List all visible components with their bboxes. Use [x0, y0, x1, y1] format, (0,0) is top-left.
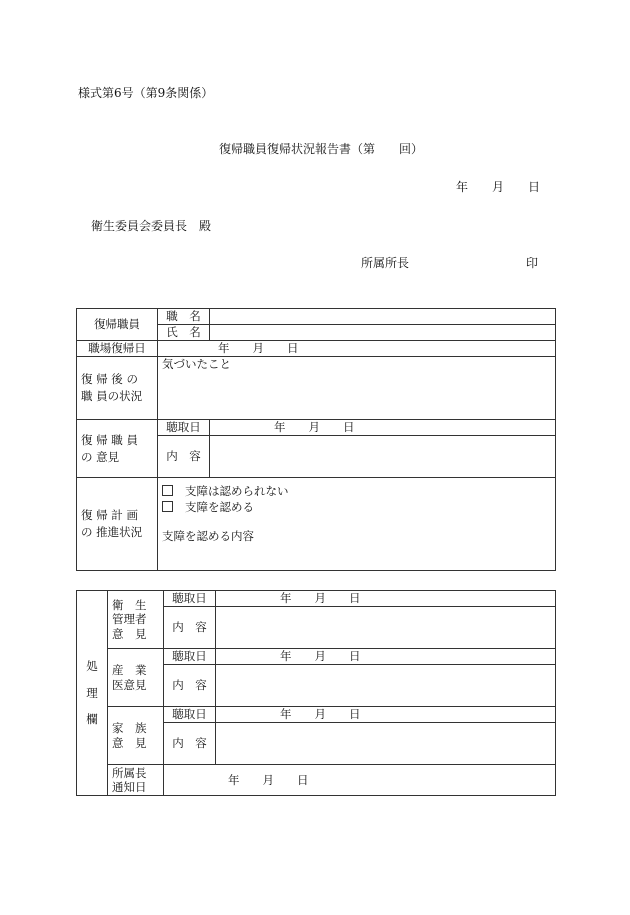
family-hearing-ymd: 年 月 日	[280, 707, 361, 722]
notice-date-field[interactable]	[164, 765, 556, 796]
health-mgr-content-field[interactable]	[216, 607, 556, 649]
opinion-content-field[interactable]	[210, 436, 556, 478]
health-mgr-line-2: 管理者	[112, 612, 147, 627]
addressee: 衛生委員会委員長 殿	[91, 219, 212, 233]
opinion-hearing-date-field[interactable]	[210, 420, 556, 436]
doctor-content-label: 内 容	[164, 665, 216, 707]
position-field[interactable]	[210, 309, 556, 325]
return-date-label: 職場復帰日	[77, 341, 158, 357]
health-mgr-line-1: 衛 生	[112, 597, 147, 612]
processing-char-1: 処	[86, 659, 98, 674]
doctor-line-1: 産 業	[112, 662, 147, 677]
family-line-2: 意 見	[112, 735, 147, 750]
health-mgr-hearing-field[interactable]	[216, 591, 556, 607]
opinion-hearing-ymd: 年 月 日	[274, 420, 355, 435]
doctor-hearing-ymd: 年 月 日	[280, 649, 361, 664]
processing-table	[76, 590, 556, 796]
name-field[interactable]	[210, 325, 556, 341]
health-mgr-hearing-label: 聴取日	[164, 591, 216, 607]
sender-label: 所属所長	[361, 256, 410, 270]
option-issue[interactable]	[162, 500, 551, 516]
document-title: 復帰職員復帰状況報告書（第 回）	[219, 142, 424, 156]
noticed-label: 気づいたこと	[162, 357, 231, 371]
issue-detail-label: 支障を認める内容	[162, 529, 254, 544]
option-no-issue-label: 支障は認められない	[185, 484, 289, 498]
doctor-line-2: 医意見	[112, 677, 147, 692]
option-issue-label: 支障を認める	[185, 499, 254, 514]
family-content-field[interactable]	[216, 723, 556, 765]
health-mgr-label	[108, 591, 164, 649]
notice-line-2: 通知日	[112, 780, 147, 794]
report-date: 年 月 日	[456, 180, 541, 194]
health-mgr-content-label: 内 容	[164, 607, 216, 649]
notice-label	[108, 765, 164, 796]
processing-char-3: 欄	[86, 712, 98, 727]
position-label: 職 名	[158, 309, 210, 325]
family-content-label: 内 容	[164, 723, 216, 765]
doctor-hearing-field[interactable]	[216, 649, 556, 665]
opinion-content-label: 内 容	[158, 436, 210, 478]
form-number: 様式第6号（第9条関係）	[78, 86, 214, 100]
doctor-content-field[interactable]	[216, 665, 556, 707]
notice-date-ymd: 年 月 日	[228, 772, 309, 787]
opinion-label: 復 帰 職 員 の 意見	[77, 420, 158, 478]
processing-char-2: 理	[86, 685, 98, 700]
return-date-ymd: 年 月 日	[218, 341, 299, 356]
family-hearing-label: 聴取日	[164, 707, 216, 723]
plan-label: 復 帰 計 画 の 推進状況	[77, 478, 158, 571]
health-mgr-line-3: 意 見	[112, 626, 147, 641]
processing-label	[77, 591, 108, 796]
status-after-label: 復 帰 後 の 職 員の状況	[77, 357, 158, 420]
opinion-hearing-date-label: 聴取日	[158, 420, 210, 436]
doctor-label	[108, 649, 164, 707]
return-date-field[interactable]	[158, 341, 556, 357]
plan-field[interactable]	[158, 478, 556, 571]
option-no-issue[interactable]	[162, 484, 551, 500]
name-label: 氏 名	[158, 325, 210, 341]
health-mgr-hearing-ymd: 年 月 日	[280, 591, 361, 606]
doctor-hearing-label: 聴取日	[164, 649, 216, 665]
returnee-label: 復帰職員	[77, 309, 158, 341]
family-hearing-field[interactable]	[216, 707, 556, 723]
checkbox-no-issue[interactable]	[162, 485, 173, 496]
returnee-table	[76, 308, 556, 571]
status-after-field[interactable]	[158, 357, 556, 420]
checkbox-issue[interactable]	[162, 501, 173, 512]
notice-line-1: 所属長	[112, 765, 147, 780]
seal-mark: 印	[526, 256, 539, 270]
family-label	[108, 707, 164, 765]
family-line-1: 家 族	[112, 720, 147, 735]
